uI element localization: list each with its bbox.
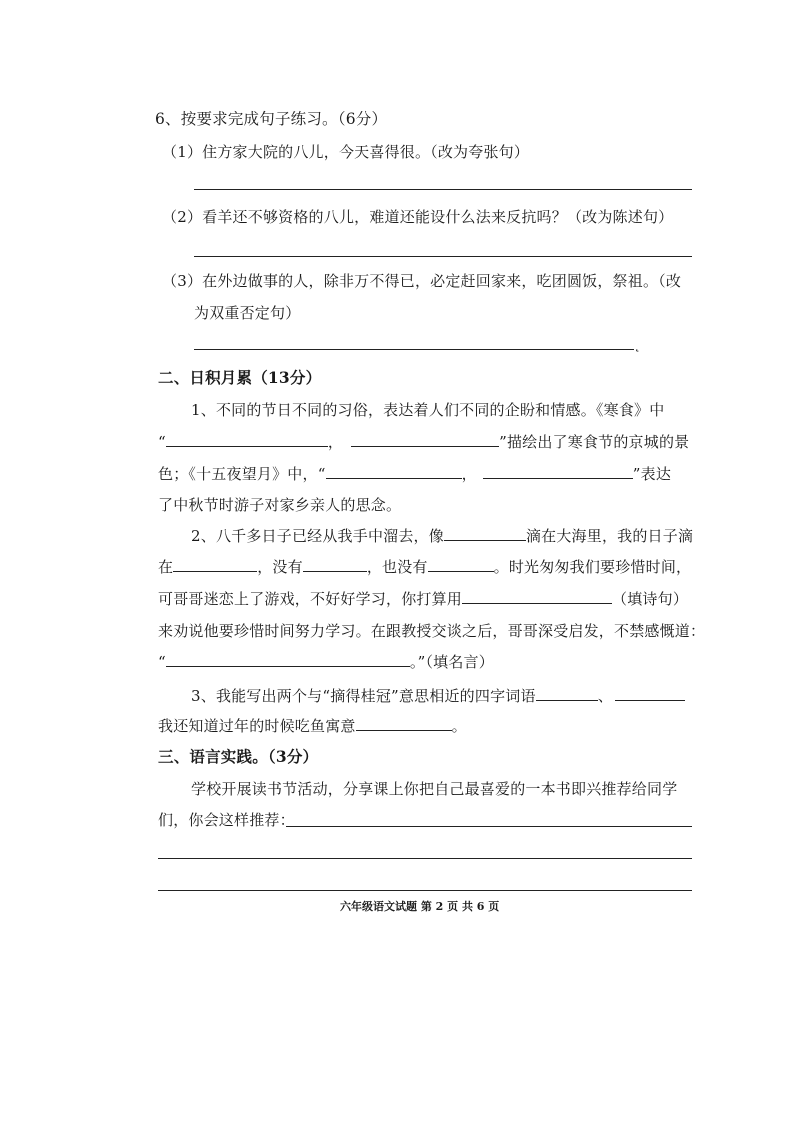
open-quote: “ xyxy=(158,653,166,671)
stray-mark: ˛ xyxy=(634,338,641,353)
sec2-p1-line-2 xyxy=(158,432,689,452)
blank-quote[interactable] xyxy=(166,652,410,667)
q6-sentence-3-line-2: 为双重否定句） xyxy=(194,304,301,322)
q6-answer-line-2[interactable] xyxy=(194,256,692,257)
sec2-p1-line-1: 1、不同的节日不同的习俗，表达着人们不同的企盼和情感。《寒食》中 xyxy=(191,401,665,419)
section-3-title: 三、语言实践。（3分） xyxy=(158,747,319,766)
sec2-p2-line-3-tail: （填诗句） xyxy=(612,590,689,608)
sec2-p1-line-2-tail: ”描绘出了寒食节的京城的景 xyxy=(499,433,690,451)
q6-answer-line-1[interactable] xyxy=(194,189,692,190)
sec2-p3-line-1 xyxy=(191,686,685,706)
sec3-answer-line-2[interactable] xyxy=(158,858,692,859)
period: 。 xyxy=(451,717,467,735)
comma: ， xyxy=(327,433,344,451)
blank-poem[interactable] xyxy=(462,589,612,604)
blank-time-3[interactable] xyxy=(428,557,494,572)
sec2-p1-line-3 xyxy=(158,464,671,484)
sec2-p2-line-1-tail: 滴在大海里，我的日子滴 xyxy=(525,527,694,545)
blank-time-1[interactable] xyxy=(173,557,257,572)
q6-answer-line-3[interactable] xyxy=(194,349,634,350)
blank-fish-meaning[interactable] xyxy=(356,716,452,731)
sec2-p1-line-4: 了中秋节时游子对家乡亲人的思念。 xyxy=(158,496,402,514)
sec2-p2-line-5 xyxy=(158,652,494,672)
sec2-p2-line-2 xyxy=(158,557,691,577)
sec2-p1-line-3-tail: ”表达 xyxy=(632,465,672,483)
blank-hanshi-2[interactable] xyxy=(351,432,499,447)
sec2-p3-line-2 xyxy=(158,716,467,736)
sec2-p2-line-2-c: ，也没有 xyxy=(366,558,428,576)
sec2-p2-line-4: 来劝说他要珍惜时间努力学习。在跟教授交谈之后，哥哥深受启发，不禁感慨道： xyxy=(158,622,706,640)
sec2-p2-line-2-a: 在 xyxy=(158,558,174,576)
q6-title: 6、按要求完成句子练习。（6分） xyxy=(155,110,388,128)
sec2-p1-line-3-head: 色；《十五夜望月》中，“ xyxy=(158,465,326,483)
sec2-p2-line-2-b: ，没有 xyxy=(257,558,303,576)
separator: 、 xyxy=(597,687,613,705)
sec3-line-1: 学校开展读书节活动，分享课上你把自己最喜爱的一本书即兴推荐给同学 xyxy=(191,780,678,798)
blank-moon-1[interactable] xyxy=(326,464,462,479)
blank-idiom-2[interactable] xyxy=(615,686,685,701)
blank-drop[interactable] xyxy=(444,526,526,541)
q6-sentence-1: （1）住方家大院的八儿，今天喜得很。（改为夸张句） xyxy=(162,143,530,161)
sec3-answer-line-1[interactable] xyxy=(286,826,692,827)
sec2-p3-line-1-head: 3、我能写出两个与“摘得桂冠”意思相近的四字词语 xyxy=(191,687,536,705)
blank-time-2[interactable] xyxy=(303,557,367,572)
sec2-p2-line-1 xyxy=(191,526,693,546)
sec2-p2-line-2-d: 。时光匆匆我们要珍惜时间， xyxy=(493,558,692,576)
section-2-title: 二、日积月累（13分） xyxy=(158,368,322,387)
sec2-p2-line-3-head: 可哥哥迷恋上了游戏，不好好学习，你打算用 xyxy=(158,590,463,608)
sec2-p2-line-1-head: 2、八千多日子已经从我手中溜去，像 xyxy=(191,527,444,545)
sec3-answer-line-3[interactable] xyxy=(158,890,692,891)
comma: ， xyxy=(461,465,477,483)
blank-idiom-1[interactable] xyxy=(536,686,598,701)
sec2-p2-line-3 xyxy=(158,589,688,609)
sec3-line-2: 们，你会这样推荐： xyxy=(158,811,295,829)
sec2-p3-line-2-head: 我还知道过年的时候吃鱼寓意 xyxy=(158,717,356,735)
blank-moon-2[interactable] xyxy=(483,464,633,479)
sec2-p2-line-5-tail: 。”（填名言） xyxy=(409,653,494,671)
q6-sentence-2: （2）看羊还不够资格的八儿，难道还能设什么法来反抗吗？（改为陈述句） xyxy=(162,208,674,226)
q6-sentence-3-line-1: （3）在外边做事的人，除非万不得已，必定赶回家来，吃团圆饭，祭祖。（改 xyxy=(162,272,682,290)
page-footer: 六年级语文试题 第 2 页 共 6 页 xyxy=(340,900,500,913)
blank-hanshi-1[interactable] xyxy=(166,432,328,447)
open-quote: “ xyxy=(158,433,166,451)
